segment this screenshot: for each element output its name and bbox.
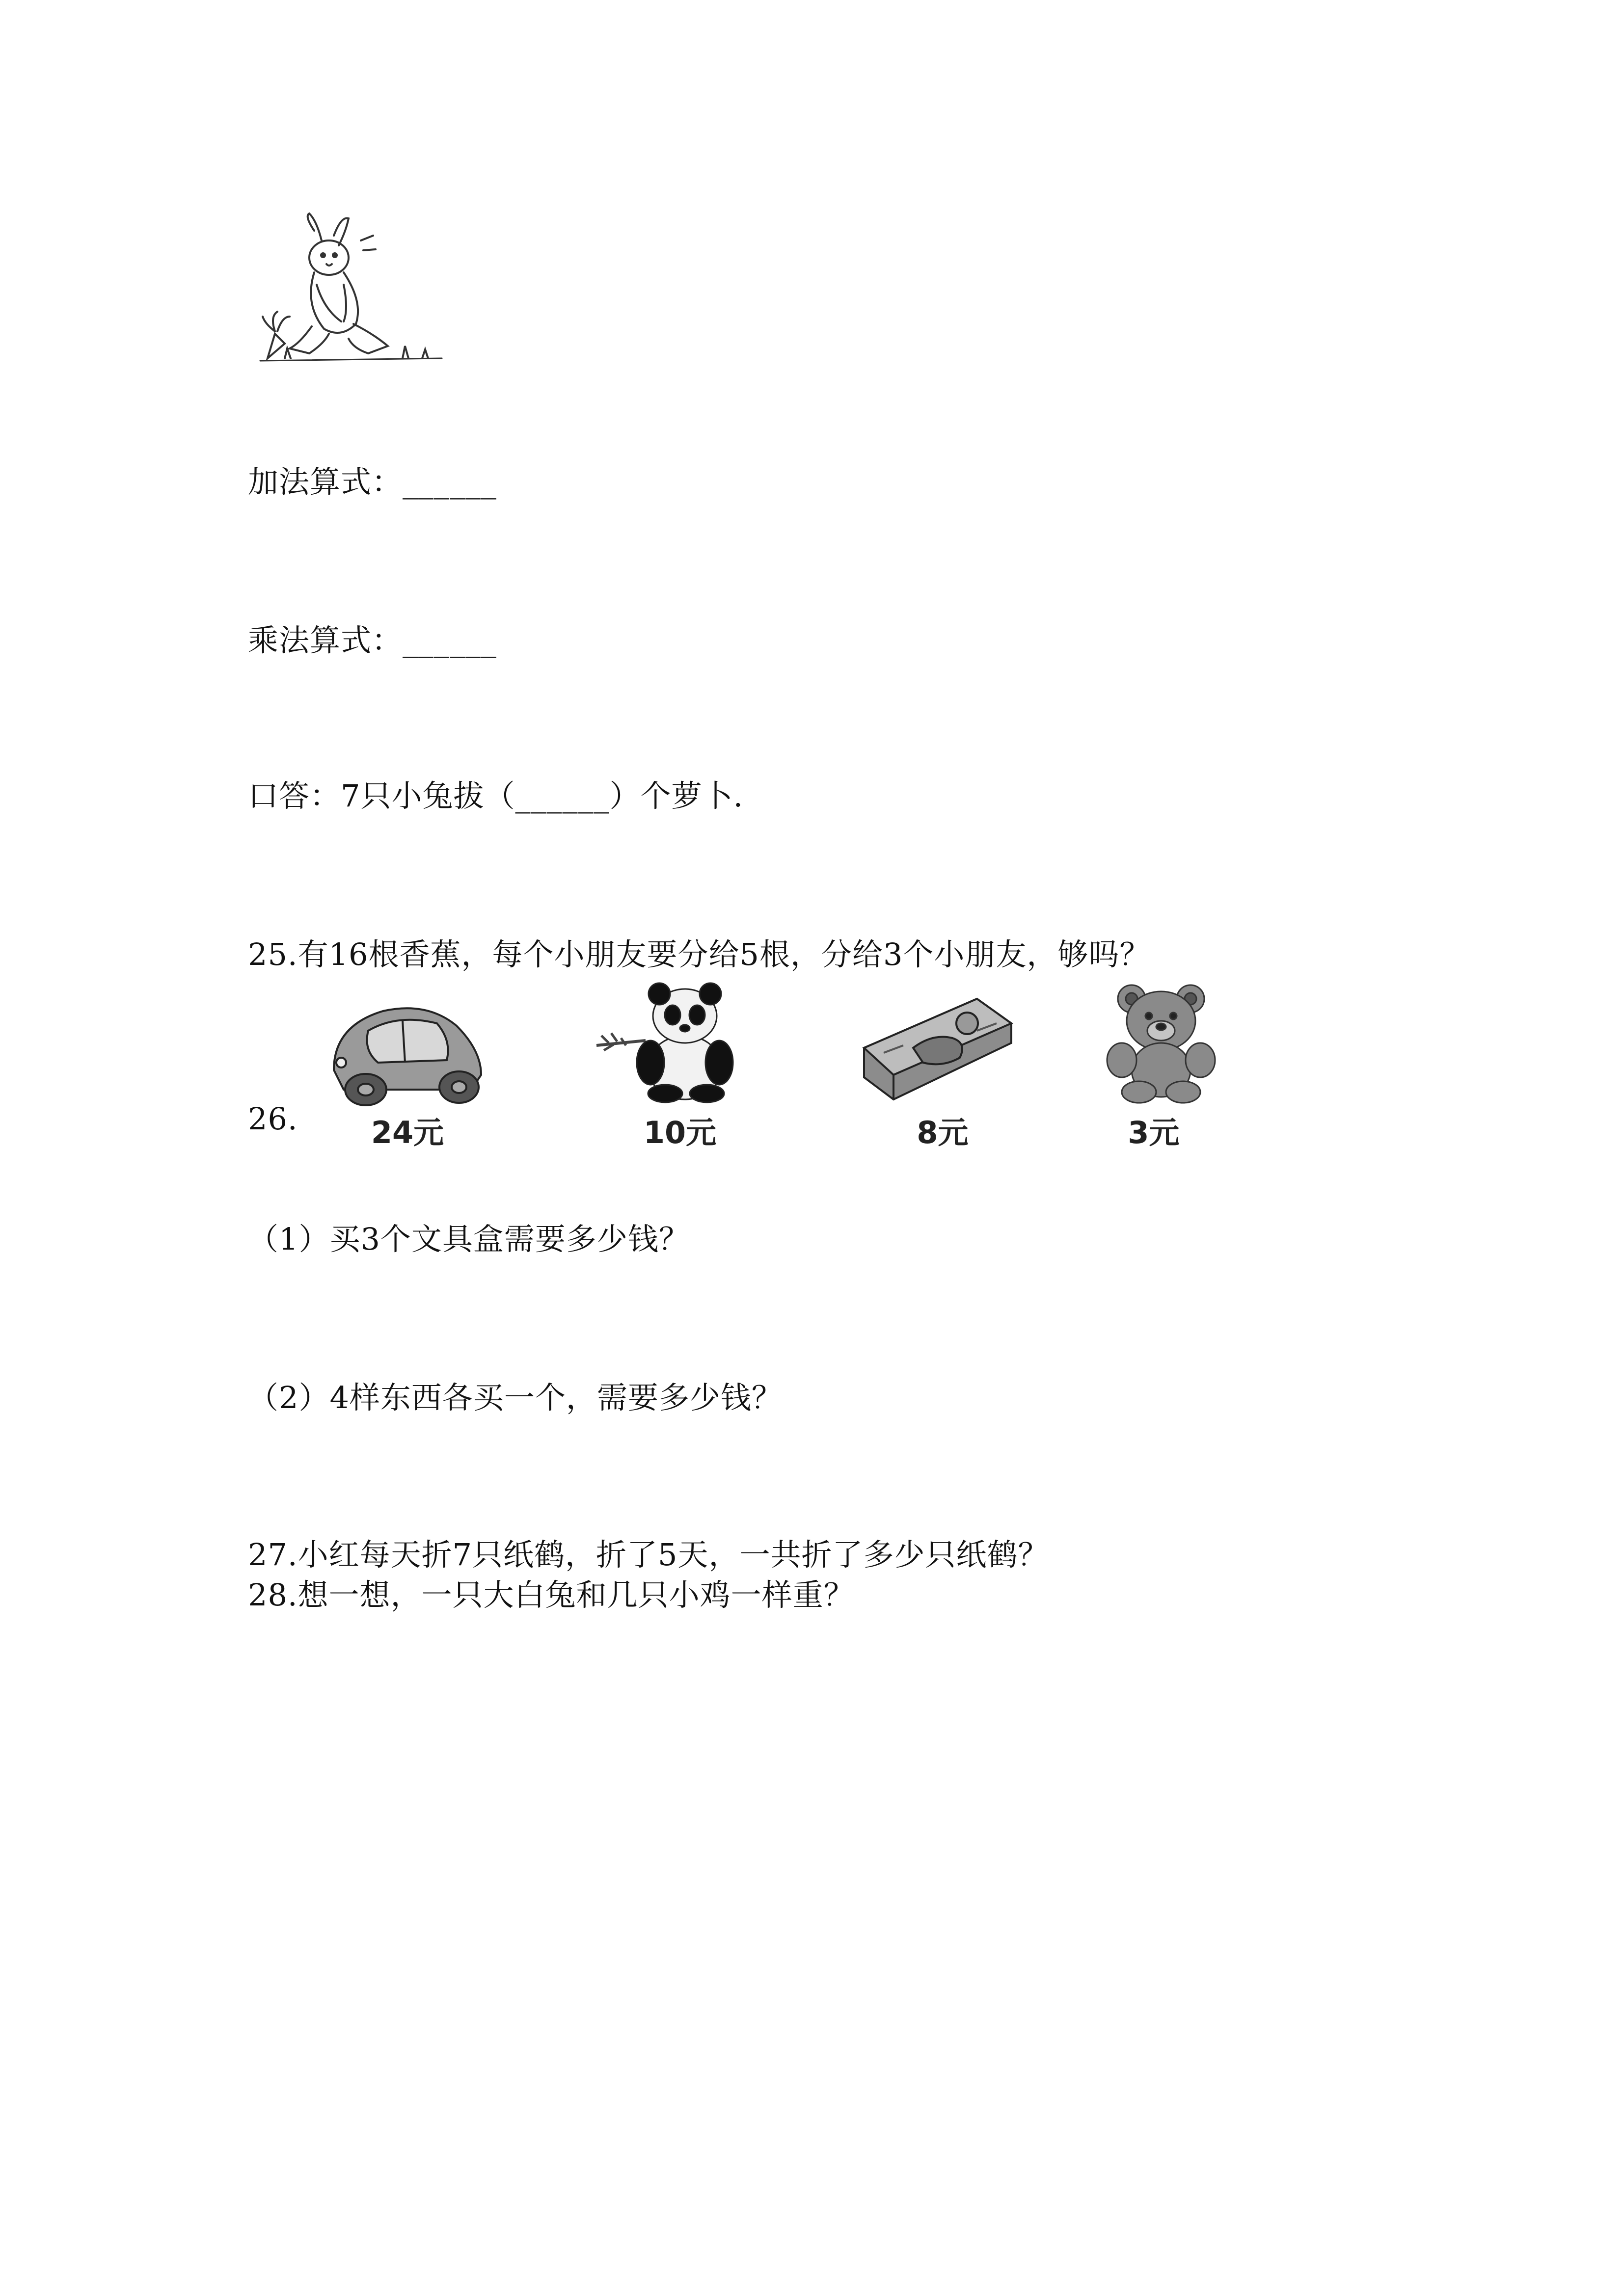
pencil-box-price-label: 8元 xyxy=(917,1115,969,1150)
panda-icon xyxy=(587,982,744,1104)
car-price-label: 24元 xyxy=(371,1115,444,1150)
rabbit-pulling-carrots-icon xyxy=(255,211,447,373)
question-26-part-1: （1）买3个文具盒需要多少钱？ xyxy=(248,1221,690,1257)
oral-answer-line: 口答：7只小兔拔（______）个萝卜. xyxy=(248,778,744,814)
question-28: 28.想一想，一只大白兔和几只小鸡一样重？ xyxy=(248,1577,855,1613)
pencil-box-icon xyxy=(854,989,1016,1107)
question-25: 25.有16根香蕉，每个小朋友要分给5根，分给3个小朋友，够吗？ xyxy=(248,936,1151,972)
question-26-number: 26. xyxy=(248,1101,298,1137)
teddy-bear-price-label: 3元 xyxy=(1128,1115,1180,1150)
multiplication-formula-line: 乘法算式：______ xyxy=(248,622,497,658)
teddy-bear-icon xyxy=(1100,982,1222,1104)
panda-price-label: 10元 xyxy=(643,1115,717,1150)
toy-car-icon xyxy=(324,996,491,1109)
question-27: 27.小红每天折7只纸鹤，折了5天，一共折了多少只纸鹤？ xyxy=(248,1537,1049,1573)
addition-formula-line: 加法算式：______ xyxy=(248,464,497,500)
question-26-part-2: （2）4样东西各买一个，需要多少钱？ xyxy=(248,1380,783,1415)
